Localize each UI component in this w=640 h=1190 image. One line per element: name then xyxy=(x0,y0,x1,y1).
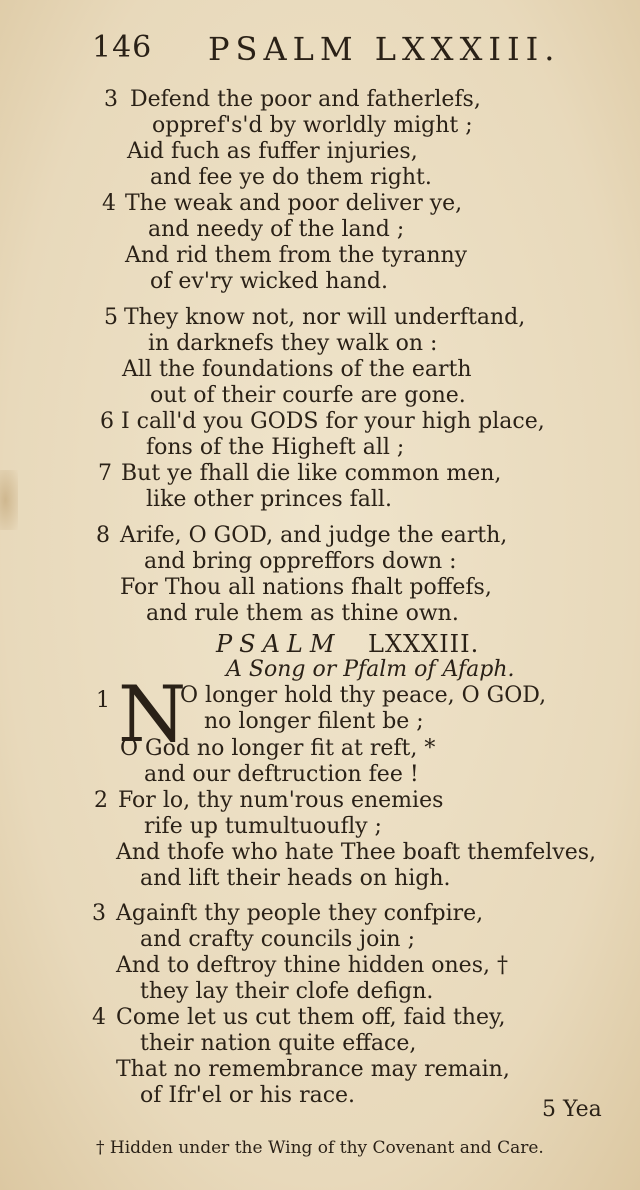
verse-line: The weak and poor deliver ye, xyxy=(125,191,463,216)
verse-line: like other princes fall. xyxy=(146,487,392,512)
verse-line: and rule them as thine own. xyxy=(146,601,459,626)
verse-line: rife up tumultuoufly ; xyxy=(144,814,382,839)
verse-line: Come let us cut them off, faid they, xyxy=(116,1005,506,1030)
verse-line: in darknefs they walk on : xyxy=(148,331,438,356)
verse-line: out of their courfe are gone. xyxy=(150,383,466,408)
verse-line: And to deftroy thine hidden ones, † xyxy=(116,953,508,978)
verse-line: O longer hold thy peace, O GOD, xyxy=(180,683,547,708)
verse-line: Arife, O GOD, and judge the earth, xyxy=(120,523,508,548)
drop-capital: N xyxy=(118,670,187,760)
verse-line: and crafty councils join ; xyxy=(140,927,415,952)
footnote: † Hidden under the Wing of thy Covenant and Care. xyxy=(96,1138,544,1158)
verse-line: Aid fuch as fuffer injuries, xyxy=(127,139,418,164)
verse-number: 5 xyxy=(104,305,118,330)
verse-line: And thofe who hate Thee boaft themfelves, xyxy=(116,840,597,865)
psalm-heading-number: LXXXIII. xyxy=(368,630,480,658)
verse-line: no longer filent be ; xyxy=(204,709,424,734)
running-title: PSALM LXXXIII. xyxy=(208,30,561,68)
psalm-subtitle: A Song or Pfalm of Afaph. xyxy=(226,657,515,682)
verse-line: fons of the Higheft all ; xyxy=(146,435,405,460)
verse-line: For lo, thy num'rous enemies xyxy=(118,788,444,813)
page-number: 146 xyxy=(92,30,153,65)
verse-line: of ev'ry wicked hand. xyxy=(150,269,388,294)
verse-line: and our deftruction fee ! xyxy=(144,762,419,787)
catchword: 5 Yea xyxy=(542,1097,602,1122)
paper-stain xyxy=(0,470,18,530)
verse-line: O God no longer fit at reft, * xyxy=(120,736,436,761)
verse-number: 2 xyxy=(94,788,108,813)
verse-line: and bring oppreffors down : xyxy=(144,549,457,574)
verse-line: And rid them from the tyranny xyxy=(125,243,468,268)
verse-number: 7 xyxy=(98,461,112,486)
verse-number: 6 xyxy=(100,409,114,434)
psalm-heading-word: PSALM xyxy=(216,630,342,658)
verse-number: 4 xyxy=(102,191,116,216)
verse-line: That no remembrance may remain, xyxy=(116,1057,510,1082)
verse-number: 1 xyxy=(96,688,110,713)
verse-line: They know not, nor will underftand, xyxy=(124,305,526,330)
verse-line: Defend the poor and fatherlefs, xyxy=(130,87,481,112)
verse-number: 3 xyxy=(92,901,106,926)
verse-line: But ye fhall die like common men, xyxy=(121,461,502,486)
verse-line: For Thou all nations fhalt poffefs, xyxy=(120,575,492,600)
verse-line: and lift their heads on high. xyxy=(140,866,451,891)
verse-line: oppref's'd by worldly might ; xyxy=(152,113,473,138)
verse-line: and needy of the land ; xyxy=(148,217,405,242)
verse-number: 8 xyxy=(96,523,110,548)
verse-number: 4 xyxy=(92,1005,106,1030)
verse-line: I call'd you GODS for your high place, xyxy=(121,409,545,434)
verse-number: 3 xyxy=(104,87,118,112)
verse-line: Againft thy people they confpire, xyxy=(116,901,484,926)
verse-line: of Ifr'el or his race. xyxy=(140,1083,356,1108)
verse-line: and fee ye do them right. xyxy=(150,165,432,190)
verse-line: All the foundations of the earth xyxy=(122,357,472,382)
verse-line: their nation quite efface, xyxy=(140,1031,417,1056)
verse-line: they lay their clofe defign. xyxy=(140,979,434,1004)
